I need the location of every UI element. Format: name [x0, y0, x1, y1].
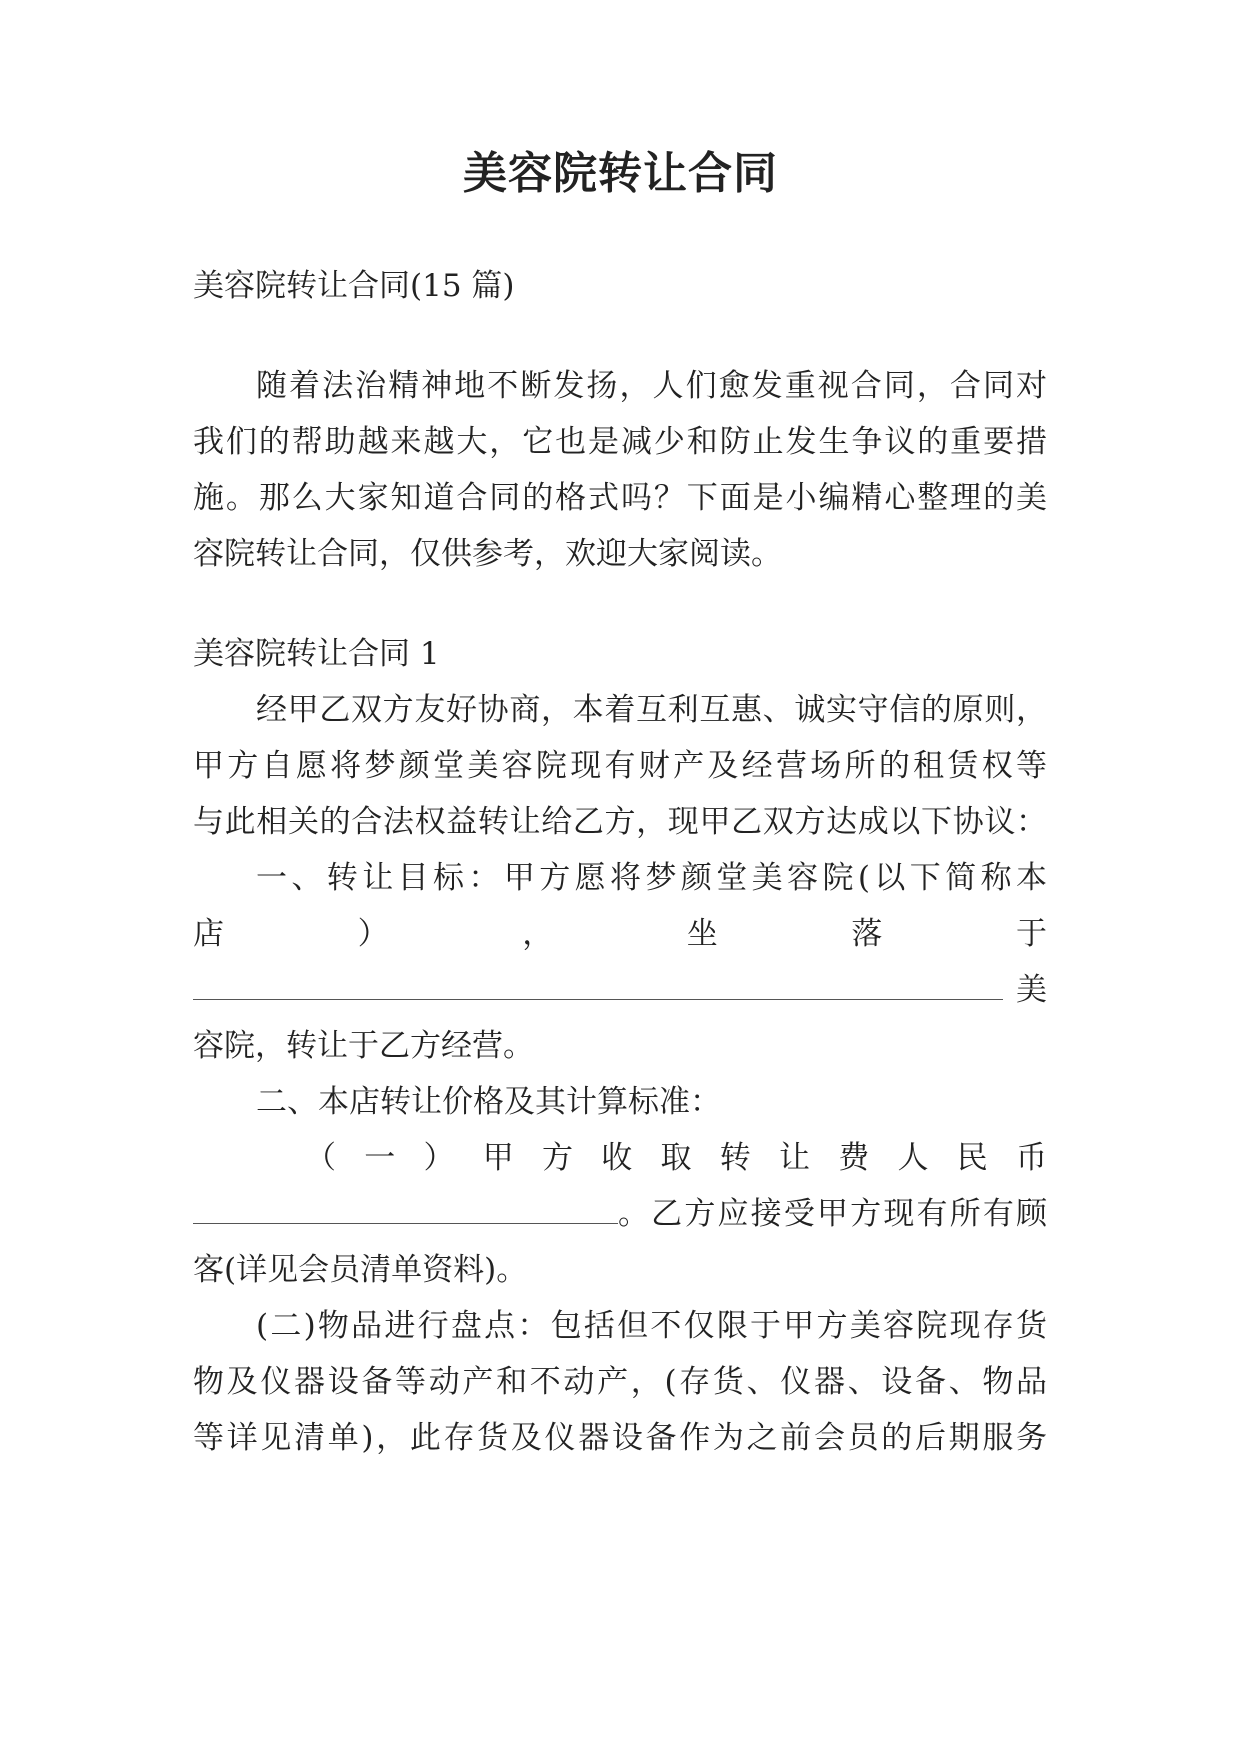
clause-heading: 二、本店转让价格及其计算标准： — [256, 1084, 721, 1120]
clause-char: 民 — [956, 1140, 988, 1176]
clause-char: （ — [305, 1140, 336, 1176]
section-heading: 美容院转让合同 1 — [193, 636, 440, 672]
clause-line: 等详见清单)，此存货及仪器设备作为之前会员的后期服务 — [193, 1420, 1047, 1456]
clause-line: 一、转让目标：甲方愿将梦颜堂美容院(以下简称本 — [256, 860, 1047, 896]
clause-char: 美 — [1016, 972, 1047, 1008]
clause-spaced-line — [193, 1138, 1047, 1178]
clause-blank-line — [193, 1194, 1047, 1234]
address-blank — [193, 973, 1003, 1000]
intro-line: 施。那么大家知道合同的格式吗？下面是小编精心整理的美 — [193, 480, 1047, 516]
section-line: 经甲乙双方友好协商，本着互利互惠、诚实守信的原则， — [256, 692, 1047, 728]
clause-line: (二)物品进行盘点：包括但不仅限于甲方美容院现存货 — [256, 1308, 1047, 1344]
clause-char: 方 — [542, 1140, 573, 1176]
clause-char: 币 — [1016, 1140, 1047, 1176]
document-title: 美容院转让合同 — [463, 148, 778, 199]
clause-text: 。乙方应接受甲方现有所有顾 — [618, 1196, 1047, 1232]
intro-line: 我们的帮助越来越大，它也是减少和防止发生争议的重要措 — [193, 424, 1047, 460]
clause-char: 甲 — [482, 1140, 514, 1176]
clause-char: 坐 — [686, 916, 718, 952]
clause-char: ， — [522, 916, 554, 952]
clause-char: ） — [357, 916, 389, 952]
clause-char: 于 — [1015, 916, 1047, 952]
clause-char: ） — [423, 1140, 455, 1176]
amount-blank — [193, 1197, 618, 1224]
clause-char: 费 — [838, 1140, 870, 1176]
section-line: 与此相关的合法权益转让给乙方，现甲乙双方达成以下协议： — [193, 804, 1047, 840]
clause-char: 让 — [779, 1140, 810, 1176]
clause-char: 人 — [897, 1140, 929, 1176]
clause-line: 物及仪器设备等动产和不动产，(存货、仪器、设备、物品 — [193, 1364, 1047, 1400]
clause-char: 取 — [660, 1140, 692, 1176]
clause-blank-line — [193, 970, 1047, 1010]
clause-char: 一 — [364, 1140, 396, 1176]
section-line: 甲方自愿将梦颜堂美容院现有财产及经营场所的租赁权等 — [193, 748, 1047, 784]
clause-char: 收 — [601, 1140, 633, 1176]
intro-line: 容院转让合同，仅供参考，欢迎大家阅读。 — [193, 536, 782, 572]
clause-char: 落 — [851, 916, 883, 952]
clause-line: 客(详见会员清单资料)。 — [193, 1252, 528, 1288]
clause-line: 容院，转让于乙方经营。 — [193, 1028, 534, 1064]
clause-char: 转 — [719, 1140, 751, 1176]
document-subtitle: 美容院转让合同(15 篇) — [193, 268, 515, 304]
clause-spaced-line — [193, 914, 1047, 954]
clause-char: 店 — [193, 916, 224, 952]
intro-line: 随着法治精神地不断发扬，人们愈发重视合同，合同对 — [256, 368, 1047, 404]
